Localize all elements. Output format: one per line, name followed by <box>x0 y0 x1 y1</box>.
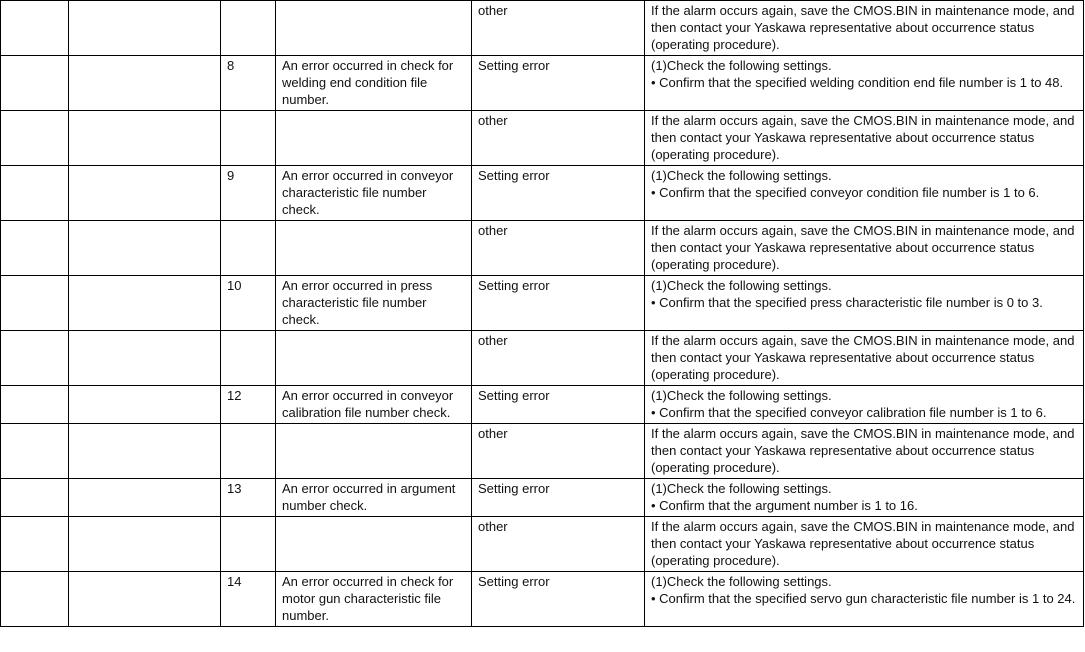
alarm-name-cell <box>69 386 221 424</box>
remedy-cell <box>645 386 1084 424</box>
remedy-cell <box>645 56 1084 111</box>
table-row <box>1 572 1084 627</box>
sub-code-cell: 8 <box>221 56 276 111</box>
alarm-name-cell <box>69 479 221 517</box>
alarm-name-cell <box>69 166 221 221</box>
alarm-number-cell <box>1 221 69 276</box>
error-type-cell: other <box>472 424 645 479</box>
remedy-bullet: • Confirm that the specified conveyor calibration file number is 1 to 6. <box>651 405 1047 420</box>
remedy-cell <box>645 221 1084 276</box>
remedy-cell <box>645 479 1084 517</box>
table-row <box>1 111 1084 166</box>
remedy-bullet: • Confirm that the specified conveyor condition file number is 1 to 6. <box>651 185 1040 200</box>
alarm-name-cell <box>69 517 221 572</box>
sub-code-cell <box>221 221 276 276</box>
remedy-text: (1)Check the following settings. <box>651 168 832 183</box>
table-row <box>1 424 1084 479</box>
remedy-text: (1)Check the following settings. <box>651 481 832 496</box>
table-row <box>1 166 1084 221</box>
remedy-text: If the alarm occurs again, save the CMOS.BIN in maintenance mode, and then contact your Yaskawa representative about occurrence status (operating procedure). <box>651 519 1075 568</box>
remedy-text: If the alarm occurs again, save the CMOS.BIN in maintenance mode, and then contact your Yaskawa representative about occurrence status (operating procedure). <box>651 3 1075 52</box>
alarm-name-cell <box>69 1 221 56</box>
remedy-cell <box>645 1 1084 56</box>
remedy-text: (1)Check the following settings. <box>651 278 832 293</box>
cause-cell <box>276 221 472 276</box>
table-row <box>1 331 1084 386</box>
remedy-text: If the alarm occurs again, save the CMOS.BIN in maintenance mode, and then contact your Yaskawa representative about occurrence status (operating procedure). <box>651 113 1075 162</box>
error-type-cell: other <box>472 517 645 572</box>
remedy-cell <box>645 111 1084 166</box>
cause-cell <box>276 331 472 386</box>
cause-cell <box>276 111 472 166</box>
alarm-number-cell <box>1 331 69 386</box>
alarm-number-cell <box>1 572 69 627</box>
remedy-bullet: • Confirm that the specified welding condition end file number is 1 to 48. <box>651 75 1064 90</box>
table-row <box>1 1 1084 56</box>
remedy-cell <box>645 517 1084 572</box>
alarm-number-cell <box>1 517 69 572</box>
cause-cell: An error occurred in check for motor gun characteristic file number. <box>276 572 472 627</box>
cause-cell: An error occurred in conveyor characteristic file number check. <box>276 166 472 221</box>
remedy-cell <box>645 424 1084 479</box>
cause-cell: An error occurred in conveyor calibration file number check. <box>276 386 472 424</box>
sub-code-cell <box>221 424 276 479</box>
error-type-cell: Setting error <box>472 479 645 517</box>
alarm-number-cell <box>1 386 69 424</box>
table-row <box>1 56 1084 111</box>
remedy-text: If the alarm occurs again, save the CMOS.BIN in maintenance mode, and then contact your Yaskawa representative about occurrence status (operating procedure). <box>651 426 1075 475</box>
alarm-name-cell <box>69 331 221 386</box>
alarm-number-cell <box>1 276 69 331</box>
table-row <box>1 276 1084 331</box>
remedy-text: (1)Check the following settings. <box>651 388 832 403</box>
alarm-table-body <box>1 1 1084 627</box>
sub-code-cell <box>221 517 276 572</box>
table-row <box>1 517 1084 572</box>
error-type-cell: other <box>472 111 645 166</box>
remedy-cell <box>645 572 1084 627</box>
table-row <box>1 386 1084 424</box>
remedy-cell <box>645 166 1084 221</box>
remedy-text: (1)Check the following settings. <box>651 574 832 589</box>
error-type-cell: Setting error <box>472 56 645 111</box>
cause-cell <box>276 1 472 56</box>
error-type-cell: Setting error <box>472 166 645 221</box>
alarm-name-cell <box>69 221 221 276</box>
error-type-cell: Setting error <box>472 276 645 331</box>
table-row <box>1 221 1084 276</box>
remedy-text: If the alarm occurs again, save the CMOS.BIN in maintenance mode, and then contact your Yaskawa representative about occurrence status (operating procedure). <box>651 223 1075 272</box>
alarm-number-cell <box>1 1 69 56</box>
sub-code-cell: 9 <box>221 166 276 221</box>
cause-cell: An error occurred in press characteristic file number check. <box>276 276 472 331</box>
cause-cell: An error occurred in argument number check. <box>276 479 472 517</box>
alarm-number-cell <box>1 111 69 166</box>
remedy-cell <box>645 331 1084 386</box>
alarm-name-cell <box>69 424 221 479</box>
alarm-number-cell <box>1 424 69 479</box>
alarm-name-cell <box>69 111 221 166</box>
error-type-cell: other <box>472 1 645 56</box>
error-type-cell: Setting error <box>472 572 645 627</box>
sub-code-cell <box>221 331 276 386</box>
alarm-number-cell <box>1 479 69 517</box>
sub-code-cell: 10 <box>221 276 276 331</box>
cause-cell <box>276 424 472 479</box>
alarm-name-cell <box>69 276 221 331</box>
sub-code-cell <box>221 111 276 166</box>
sub-code-cell: 13 <box>221 479 276 517</box>
sub-code-cell: 12 <box>221 386 276 424</box>
error-type-cell: other <box>472 221 645 276</box>
remedy-text: If the alarm occurs again, save the CMOS.BIN in maintenance mode, and then contact your Yaskawa representative about occurrence status (operating procedure). <box>651 333 1075 382</box>
alarm-number-cell <box>1 166 69 221</box>
remedy-text: (1)Check the following settings. <box>651 58 832 73</box>
table-row <box>1 479 1084 517</box>
alarm-name-cell <box>69 572 221 627</box>
sub-code-cell: 14 <box>221 572 276 627</box>
error-type-cell: other <box>472 331 645 386</box>
remedy-bullet: • Confirm that the argument number is 1 to 16. <box>651 498 918 513</box>
remedy-bullet: • Confirm that the specified servo gun characteristic file number is 1 to 24. <box>651 591 1076 606</box>
cause-cell: An error occurred in check for welding end condition file number. <box>276 56 472 111</box>
remedy-bullet: • Confirm that the specified press characteristic file number is 0 to 3. <box>651 295 1043 310</box>
alarm-number-cell <box>1 56 69 111</box>
sub-code-cell <box>221 1 276 56</box>
cause-cell <box>276 517 472 572</box>
remedy-cell <box>645 276 1084 331</box>
error-type-cell: Setting error <box>472 386 645 424</box>
alarm-name-cell <box>69 56 221 111</box>
